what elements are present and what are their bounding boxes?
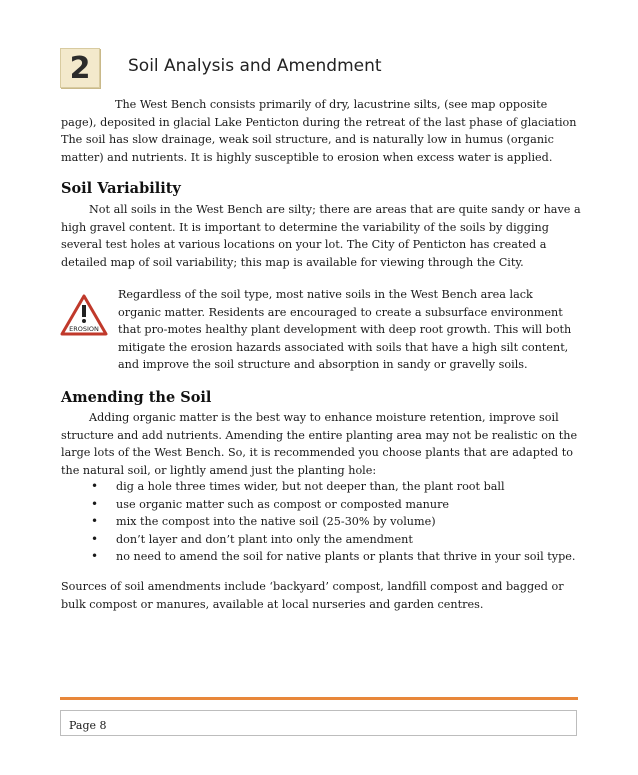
- list-item: • don’t layer and don’t plant into only the amendment: [86, 531, 575, 549]
- list-item: • mix the compost into the native soil (25-30% by volume): [86, 513, 575, 531]
- erosion-warning-icon: [60, 294, 108, 336]
- list-item: • no need to amend the soil for native plants or plants that thrive in your soil type.: [86, 548, 575, 566]
- erosion-warning-text: Regardless of the soil type, most native soils in the West Bench area lack organic matter. Residents are encouraged to create a subsurface environment that pro-motes healthy plant development with deep root growth. This will both mitigate the erosion hazards associated with soils that have a high silt content, and improve the soil structure and absorption in sandy or gravelly soils.: [118, 288, 572, 372]
- amendment-sources-paragraph: Sources of soil amendments include ‘backyard’ compost, landfill compost and bagged or bulk compost or manures, available at local nurseries and garden centres.: [61, 580, 564, 611]
- soil-variability-heading: Soil Variability: [61, 180, 181, 197]
- soil-variability-paragraph: Not all soils in the West Bench are silty; there are areas that are quite sandy or have a high gravel content. It is important to determine the variability of the soils by digging several test holes at various locations on your lot. The City of Penticton has created a detailed map of soil variability; this map is available for viewing through the City.: [61, 203, 581, 269]
- erosion-warning-label: EROSION: [69, 325, 99, 333]
- list-item: • dig a hole three times wider, but not deeper than, the plant root ball: [86, 478, 575, 496]
- amendment-steps-list: [86, 478, 575, 566]
- page-number: Page 8: [60, 710, 577, 736]
- chapter-number-badge: 2: [60, 48, 100, 88]
- chapter-title: Soil Analysis and Amendment: [128, 56, 382, 76]
- footer-divider: [60, 697, 578, 700]
- intro-paragraph: The West Bench consists primarily of dry, lacustrine silts, (see map opposite page), deposited in glacial Lake Penticton during the retreat of the last phase of glaciation The soil has slow drainage, weak soil structure, and is naturally low in humus (organic matter) and nutrients. It is highly susceptible to erosion when excess water is applied.: [61, 98, 577, 164]
- amending-soil-heading: Amending the Soil: [61, 389, 212, 406]
- amending-soil-paragraph: Adding organic matter is the best way to enhance moisture retention, improve soil structure and add nutrients. Amending the entire planting area may not be realistic on the large lots of the West Bench. So, it is recommended you choose plants that are adapted to the natural soil, or lightly amend just the planting hole:: [61, 411, 578, 477]
- list-item: • use organic matter such as compost or composted manure: [86, 496, 575, 514]
